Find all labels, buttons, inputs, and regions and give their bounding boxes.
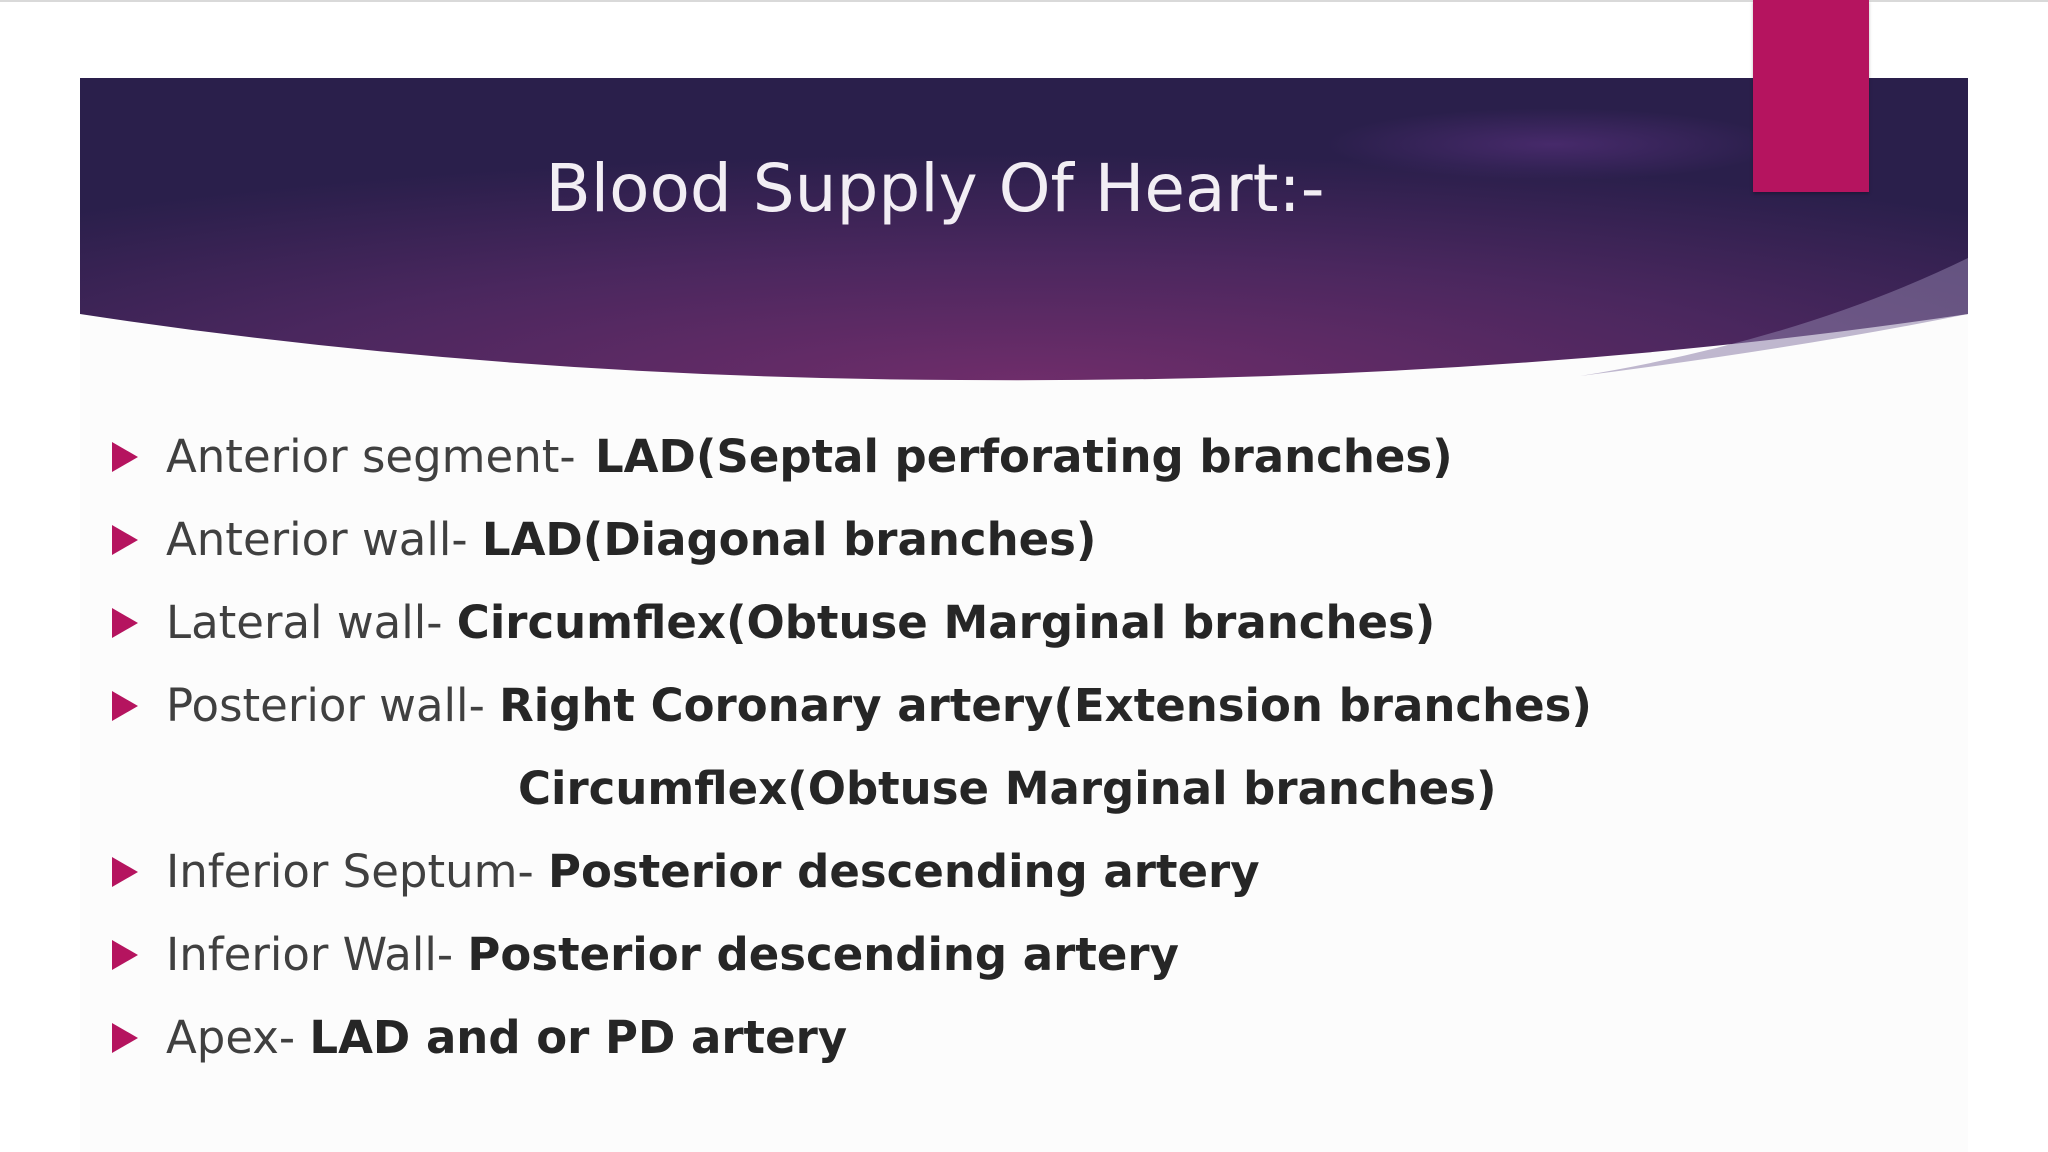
triangle-right-icon xyxy=(112,1023,138,1053)
bullet-lead: Anterior wall- xyxy=(166,513,482,566)
bullet-bold: Circumflex(Obtuse Marginal branches) xyxy=(456,596,1436,649)
bullet-item xyxy=(112,498,1862,581)
triangle-right-icon xyxy=(112,691,138,721)
bullet-list xyxy=(112,415,1862,1079)
triangle-right-icon xyxy=(112,857,138,887)
bullet-item xyxy=(112,664,1862,747)
bullet-bold: Posterior descending artery xyxy=(467,928,1179,981)
title-banner xyxy=(80,78,1968,384)
bullet-item xyxy=(112,913,1862,996)
bullet-bold: LAD(Septal perforating branches) xyxy=(595,430,1453,483)
top-border xyxy=(0,0,2048,2)
bullet-bold: LAD(Diagonal branches) xyxy=(481,513,1097,566)
triangle-right-icon xyxy=(112,442,138,472)
bullet-item xyxy=(112,996,1862,1079)
bullet-lead: Lateral wall- xyxy=(166,596,457,649)
bullet-lead: Anterior segment- xyxy=(166,430,590,483)
bullet-bold: Right Coronary artery(Extension branches) xyxy=(499,679,1592,732)
bullet-lead: Inferior Septum- xyxy=(166,845,549,898)
bullet-lead: Apex- xyxy=(166,1011,310,1064)
bullet-lead: Inferior Wall- xyxy=(166,928,468,981)
accent-tab xyxy=(1753,0,1869,192)
bullet-bold-continuation: Circumflex(Obtuse Marginal branches) xyxy=(518,762,1497,815)
bullet-continuation xyxy=(112,747,1862,830)
banner-shape xyxy=(80,78,1968,384)
bullet-item xyxy=(112,581,1862,664)
bullet-item xyxy=(112,830,1862,913)
bullet-bold: Posterior descending artery xyxy=(548,845,1260,898)
slide-title: Blood Supply Of Heart:- xyxy=(545,150,1325,227)
triangle-right-icon xyxy=(112,608,138,638)
triangle-right-icon xyxy=(112,940,138,970)
bullet-item xyxy=(112,415,1862,498)
triangle-right-icon xyxy=(112,525,138,555)
bullet-bold: LAD and or PD artery xyxy=(309,1011,848,1064)
bullet-lead: Posterior wall- xyxy=(166,679,500,732)
